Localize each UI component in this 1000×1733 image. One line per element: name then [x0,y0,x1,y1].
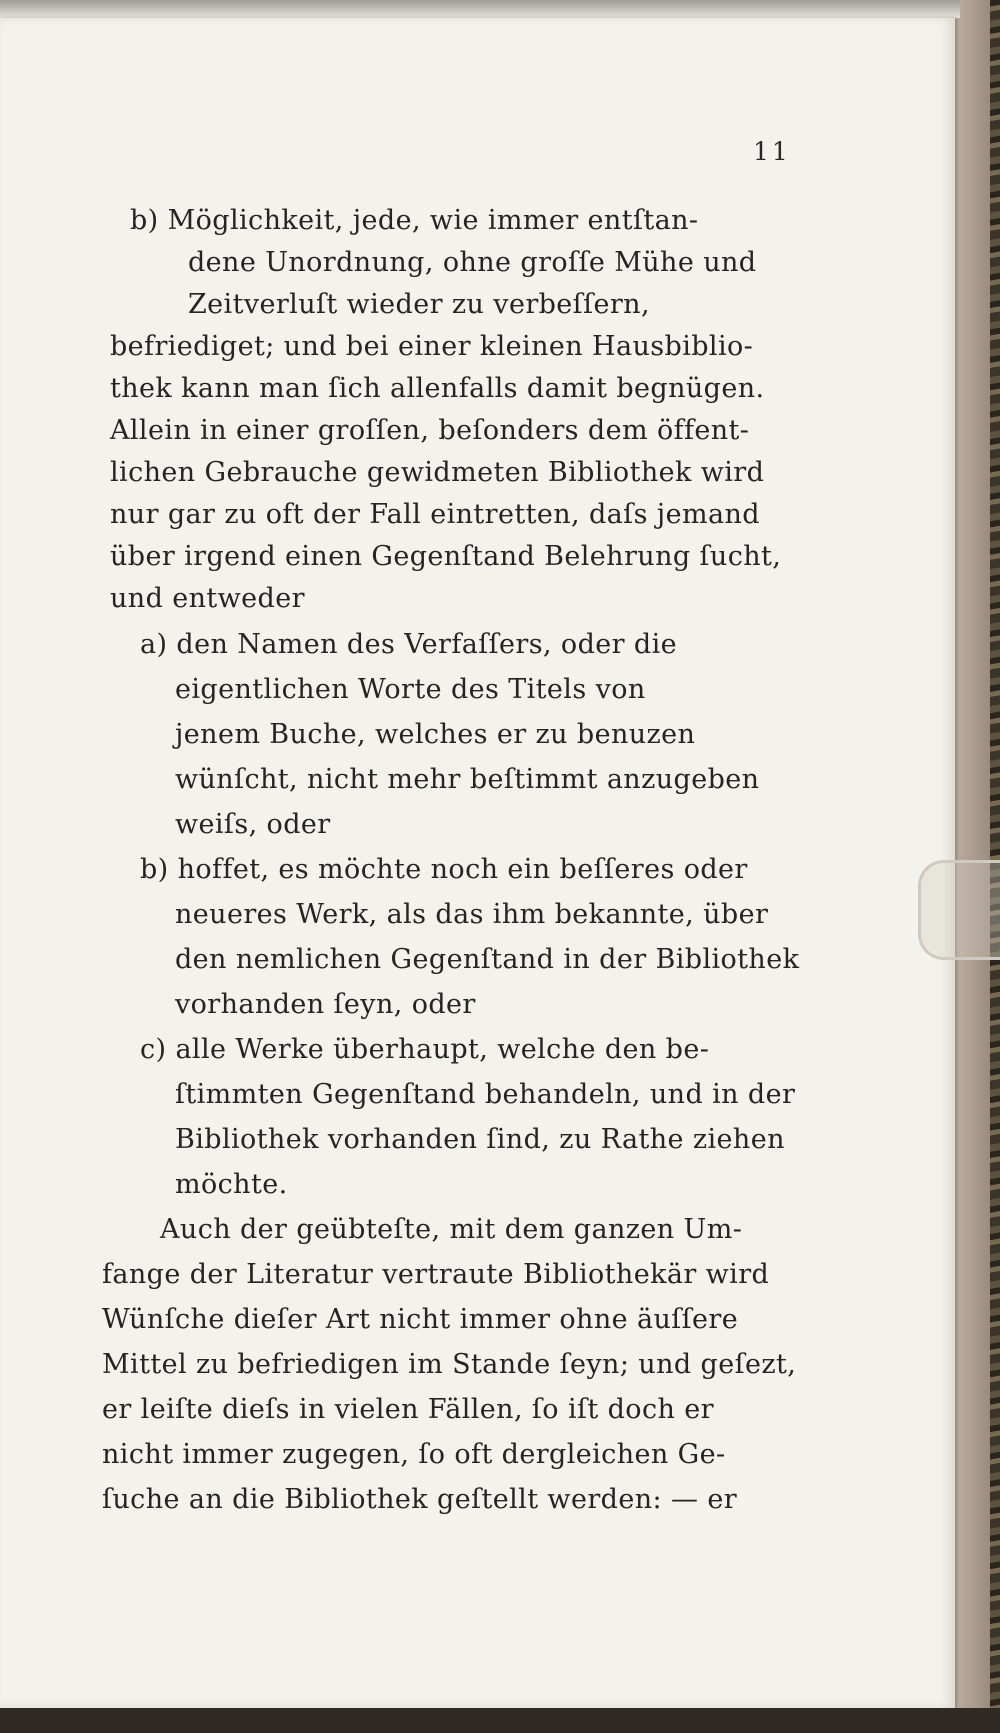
text-line: b) Möglichkeit, jede, wie immer entſtan- [130,205,699,236]
text-line: thek kann man ſich allenfalls damit begnügen. [110,373,765,404]
text-line: Wünſche dieſer Art nicht immer ohne äuſſere [102,1304,739,1335]
page-clip [918,860,1000,960]
text-line: nur gar zu oft der Fall eintretten, daſs jemand [110,499,760,530]
text-line: ſtimmten Gegenſtand behandeln, und in der [175,1079,796,1110]
text-line: er leiſte dieſs in vielen Fällen, ſo iſt doch er [102,1394,714,1425]
page-top-shadow [0,0,960,18]
text-line: weiſs, oder [175,809,331,840]
text-line: befriediget; und bei einer kleinen Hausbiblio- [110,331,754,362]
text-line: neueres Werk, als das ihm bekannte, über [175,899,769,930]
page-number: 11 [753,137,791,166]
text-line: ſuche an die Bibliothek geſtellt werden: — er [102,1484,738,1515]
text-line: möchte. [175,1169,288,1200]
text-line: a) den Namen des Verfaſſers, oder die [140,629,678,660]
text-line: den nemlichen Gegenſtand in der Bibliothek [175,944,800,975]
text-line: Mittel zu befriedigen im Stande ſeyn; und geſezt, [102,1349,797,1380]
text-line: fange der Literatur vertraute Bibliothekär wird [102,1259,770,1290]
text-line: Bibliothek vorhanden ſind, zu Rathe ziehen [175,1124,785,1155]
text-line: Allein in einer groſſen, beſonders dem öffent- [110,415,750,446]
text-line: wünſcht, nicht mehr beſtimmt anzugeben [175,764,760,795]
text-line: nicht immer zugegen, ſo oft dergleichen Ge- [102,1439,726,1470]
text-line: lichen Gebrauche gewidmeten Bibliothek wird [110,457,765,488]
text-line: Zeitverluſt wieder zu verbeſſern, [188,289,650,320]
text-line: dene Unordnung, ohne groſſe Mühe und [188,247,757,278]
text-line: eigentlichen Worte des Titels von [175,674,646,705]
text-line: über irgend einen Gegenſtand Belehrung ſucht, [110,541,782,572]
bottom-shadow [0,1708,1000,1733]
text-line: vorhanden ſeyn, oder [175,989,476,1020]
text-line: jenem Buche, welches er zu benuzen [175,719,696,750]
text-line: und entweder [110,583,305,614]
text-line: Auch der geübteſte, mit dem ganzen Um- [160,1214,743,1245]
text-line: c) alle Werke überhaupt, welche den be- [140,1034,710,1065]
text-line: b) hoffet, es möchte noch ein beſſeres oder [140,854,748,885]
